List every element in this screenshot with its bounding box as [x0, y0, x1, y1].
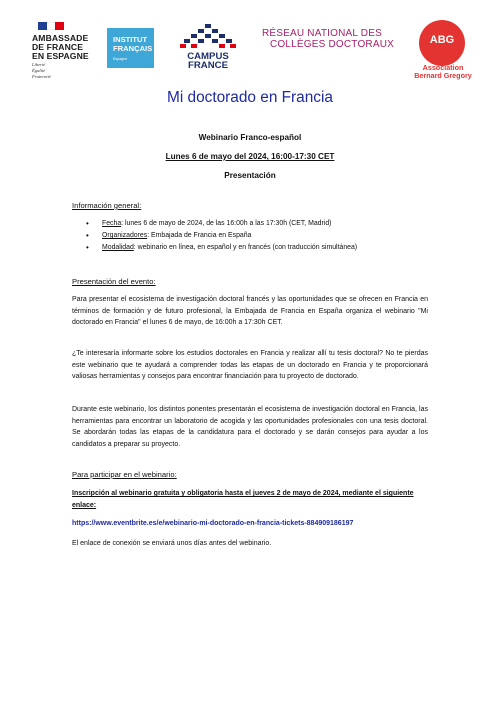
reseau-line: RÉSEAU NATIONAL DES [262, 28, 382, 39]
connection-note: El enlace de conexión se enviará unos días antes del webinario. [72, 540, 272, 547]
embassy-motto: Égalité [32, 68, 46, 73]
campus-france-logo [178, 22, 238, 82]
logo-strip [0, 18, 500, 90]
item-key: Modalidad [102, 244, 134, 251]
reseau-national-logo [262, 28, 412, 50]
campus-line: FRANCE [188, 60, 228, 72]
item-text: : Embajada de Francia en España [147, 232, 252, 239]
embassy-motto: Fraternité [32, 74, 51, 79]
campus-line: CAMPUS [187, 51, 229, 62]
registration-link[interactable]: https://www.eventbrite.es/e/webinario-mi-doctorado-en-francia-tickets-884909186197 [72, 520, 354, 527]
abg-circle-icon [419, 20, 465, 66]
embassy-name-line: AMBASSADE [32, 33, 89, 43]
list-item [86, 242, 357, 254]
french-flag-icon [38, 22, 64, 30]
campus-france-chevron-icon [178, 22, 238, 52]
subtitle: Webinario Franco-español [198, 133, 302, 142]
abg-name-line: Bernard Gregory [414, 71, 472, 80]
item-key: Fecha [102, 220, 122, 227]
event-heading: Presentación del evento: [72, 277, 156, 286]
presentation-label: Presentación [224, 171, 276, 180]
list-item [86, 230, 357, 242]
embassy-name-line: EN ESPAGNE [32, 51, 89, 61]
item-text: : lunes 6 de mayo de 2024, de las 16:00h a las 17:30h (CET, Madrid) [121, 220, 332, 227]
list-item [86, 218, 357, 230]
info-heading: Información general: [72, 201, 142, 210]
item-text: : webinario en línea, en español y en francés (con traducción simultánea) [133, 244, 358, 251]
institut-line: INSTITUT [113, 35, 148, 44]
institut-sub: Espagne [113, 57, 128, 62]
event-paragraph: Para presentar el ecosistema de investigación doctoral francés y las oportunidades que se ofrecen en Francia en términos de formación y de futuro profesional, la Embajada de Francia en España organiza el webinario "Mi doctorado en Francia" el lunes 6 de mayo, de 16:00h a 17:30h CET. [72, 296, 428, 327]
abg-mark: ABG [429, 34, 455, 46]
participate-heading: Para participar en el webinario: [72, 470, 177, 479]
institut-francais-logo [107, 28, 154, 68]
abg-name [407, 64, 479, 80]
embassy-motto: Liberté [32, 62, 46, 67]
registration-text: Inscripción al webinario gratuita y obligatoria hasta el jueves 2 de mayo de 2024, mediante el siguiente enlace: [72, 490, 414, 509]
event-paragraph: Durante este webinario, los distintos ponentes presentarán el ecosistema de investigación doctoral en Francia, las herramientas para encontrar un laboratorio de acogida y las oportunidades profesionales con una tesis doctoral. Se abordarán todas las etapas de la candidatura para el doctorado y se darán consejos para ayudar a los candidatos a preparar su proyecto. [72, 406, 428, 448]
institut-line: FRANÇAIS [113, 43, 153, 53]
date-line: Lunes 6 de mayo del 2024, 16:00-17:30 CET [165, 152, 335, 161]
campus-france-wordmark [178, 52, 238, 71]
embassy-name-line: DE FRANCE [32, 42, 84, 52]
reseau-line: COLLÈGES DOCTORAUX [270, 39, 395, 50]
info-list [86, 218, 357, 254]
event-paragraph: ¿Te interesaría informarte sobre los estudios doctorales en Francia y realizar allí tu tesis doctoral? No te pierdas este webinario que te ayudará a comprender todas las etapas de un doctorado en Francia y te proporcionará valiosas herramientas y consejos para encontrar financiación para tu proyecto de doctorado. [72, 350, 428, 381]
abg-name-line: Association [422, 63, 464, 72]
item-key: Organizadores [102, 232, 148, 239]
abg-logo [407, 20, 479, 86]
page-title: Mi doctorado en Francia [167, 89, 333, 106]
